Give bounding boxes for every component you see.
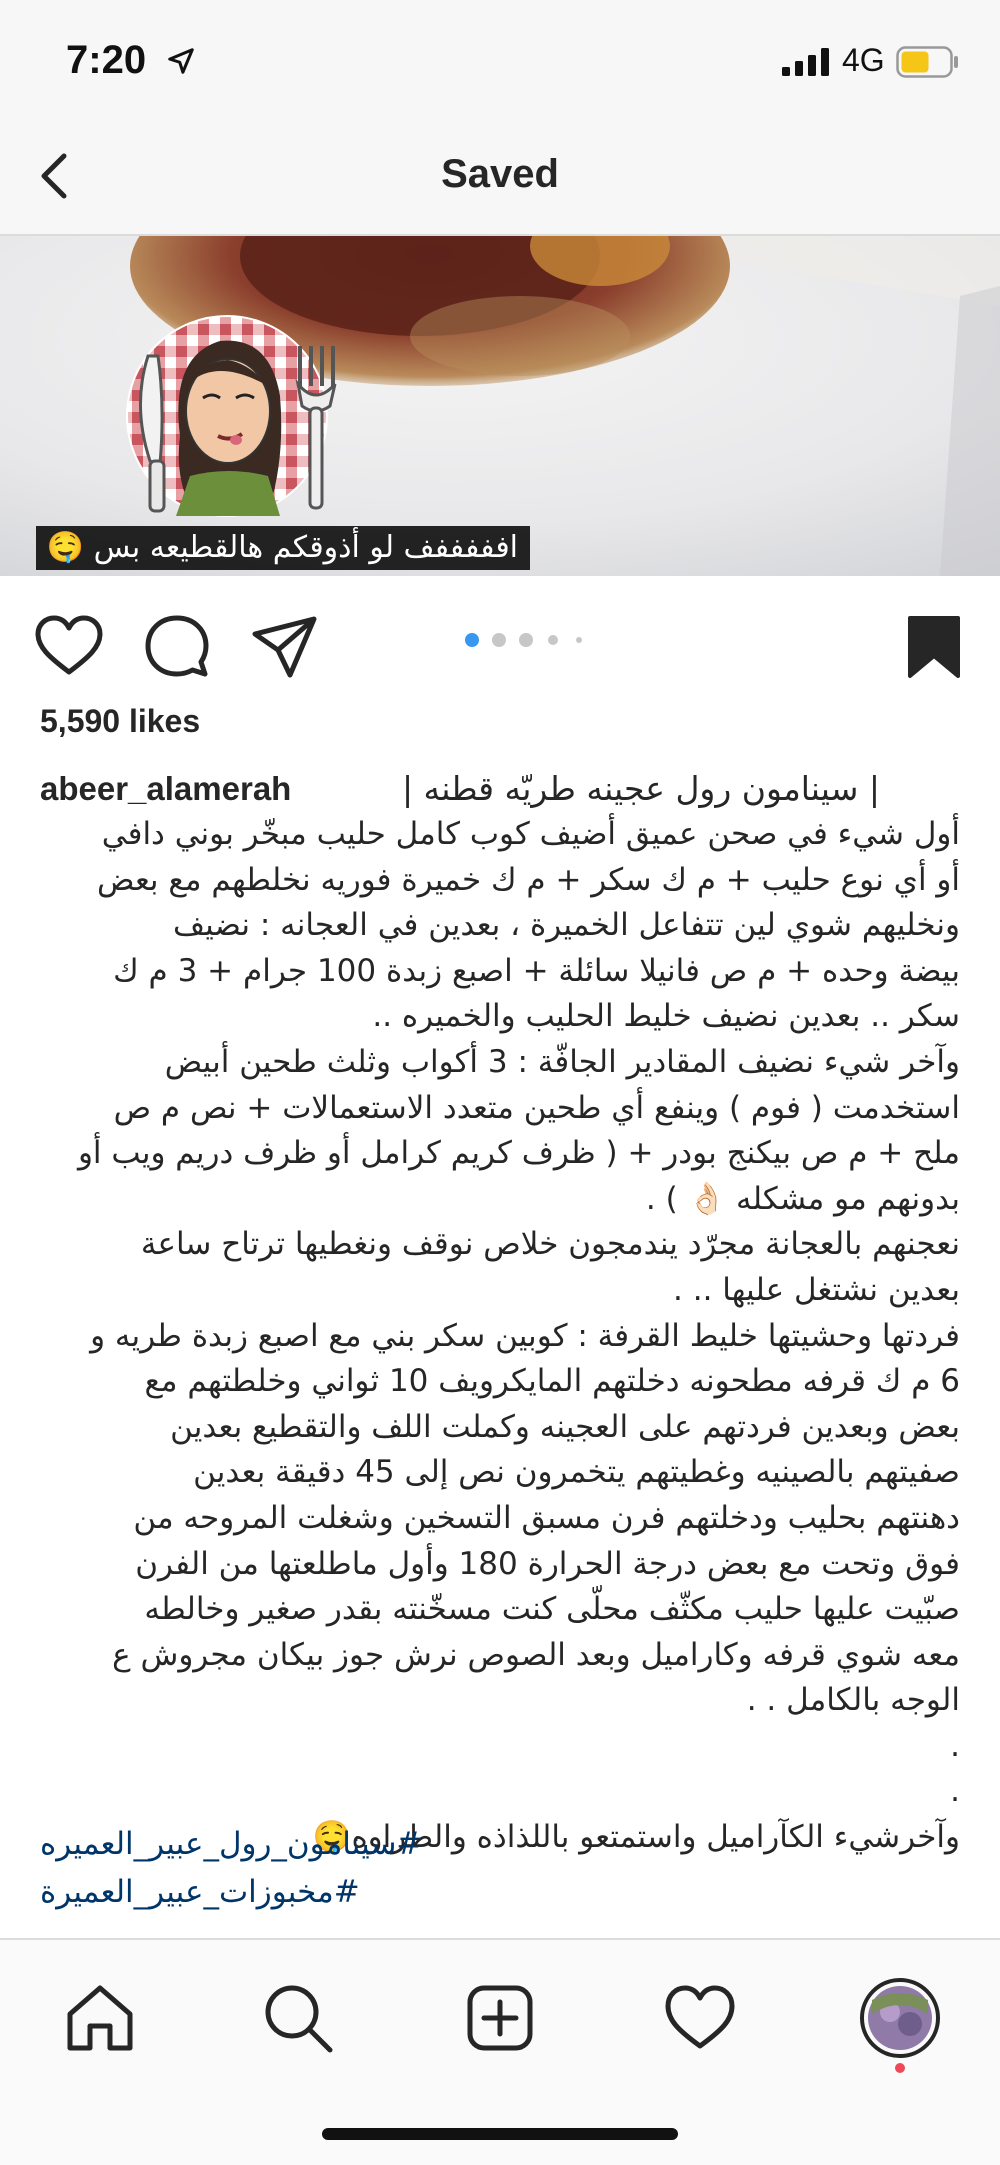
caption-line: وآخرشيء الكآراميل واستمتعو باللذاذه والطراوه🤤 xyxy=(312,1819,960,1856)
caption-line: بعدين نشتغل عليها .. . xyxy=(673,1271,960,1308)
hashtag-link[interactable]: #مخبوزات_عبير_العميرة xyxy=(40,1874,360,1910)
caption-title: | سينامون رول عجينه طريّه قطنه | xyxy=(401,769,880,808)
comment-bubble-icon[interactable] xyxy=(142,612,212,682)
caption-line: دهنتهم بحليب ودخلتهم فرن مسبق التسخين وشغلت المروحه من xyxy=(133,1499,960,1536)
network-type: 4G xyxy=(842,42,885,78)
post-photo[interactable] xyxy=(0,236,1000,576)
caption-line: 6 م ك قرفه مطحونه دخلتهم المايكرويف 10 ثواني وخلطتهم مع xyxy=(144,1363,960,1400)
caption-line: . xyxy=(950,1773,960,1810)
caption-line: أو أي نوع حليب + م ك سكر + م ك خميرة فوريه نخلطهم مع بعض xyxy=(96,861,960,898)
home-icon[interactable] xyxy=(60,1978,140,2058)
caption-line: صفيتهم بالصينيه وغطيتهم يتخمرون نص إلى 45 دقيقة بعدين xyxy=(193,1454,960,1491)
cellular-signal-icon xyxy=(782,48,830,76)
photo-overlay-caption: افففففف لو أذوقكم هالقطيعه بس 🤤 xyxy=(36,526,530,570)
battery-icon xyxy=(896,46,960,78)
activity-heart-icon[interactable] xyxy=(660,1978,740,2058)
new-post-plus-icon[interactable] xyxy=(460,1978,540,2058)
caption-line: معه شوي قرفه وكاراميل وبعد الصوص نرش جوز بيكان مجروش ع xyxy=(112,1636,960,1673)
caption-line: فوق وتحت مع بعض درجة الحرارة 180 وأول ماطلعتها من الفرن xyxy=(135,1545,960,1582)
carousel-indicator xyxy=(462,630,592,650)
caption-line: استخدمت ( فوم ) وينفع أي طحين متعدد الاستعمالات + نص م ص xyxy=(113,1089,960,1126)
status-bar xyxy=(0,0,1000,120)
saved-bookmark-icon[interactable] xyxy=(902,612,966,682)
caption-line: وآخر شيء نضيف المقادير الجافّة : 3 أكواب وثلث طحين أبيض xyxy=(164,1043,960,1080)
like-heart-icon[interactable] xyxy=(34,612,104,682)
caption-line: صبّيت عليها حليب مكثّف محلّى كنت مسخّنته بقدر صغير وخالطه xyxy=(144,1591,960,1628)
navigation-header xyxy=(0,120,1000,236)
search-icon[interactable] xyxy=(258,1978,338,2058)
profile-avatar-icon[interactable] xyxy=(858,1976,942,2076)
caption-line: فردتها وحشيتها خليط القرفة : كوبين سكر بني مع اصبع زبدة طريه و xyxy=(90,1317,960,1354)
caption-line: بيضة وحده + م ص فانيلا سائلة + اصبع زبدة 100 جرام + 3 م ك xyxy=(113,952,960,989)
caption-line: الوجه بالكامل . . xyxy=(746,1682,960,1719)
caption-line: ونخليهم شوي لين تتفاعل الخميرة ، بعدين في العجانه : نضيف xyxy=(173,907,960,944)
caption-body xyxy=(40,812,960,1861)
food-plate-image xyxy=(0,236,1000,576)
home-indicator xyxy=(322,2128,678,2140)
caption-line: بدونهم مو مشكله 👌🏻 ) . xyxy=(645,1180,960,1217)
likes-count[interactable]: 5,590 likes xyxy=(40,703,201,739)
caption-line: ملح + م ص بيكنج بودر + ( ظرف كريم كرامل أو ظرف دريم ويب أو xyxy=(77,1135,960,1172)
share-send-icon[interactable] xyxy=(250,612,320,682)
caption-header xyxy=(40,764,960,814)
location-arrow-icon xyxy=(166,46,196,76)
caption-line: سكر .. بعدين نضيف خليط الحليب والخميره .. xyxy=(372,998,960,1035)
caption-line: . xyxy=(950,1727,960,1764)
status-time: 7:20 xyxy=(66,38,147,82)
caption-line: نعجنهم بالعجانة مجرّد يندمجون خلاص نوقف ونغطيها ترتاح ساعة xyxy=(140,1226,960,1263)
post-username[interactable]: abeer_alamerah xyxy=(40,770,292,807)
caption-line: أول شيء في صحن عميق أضيف كوب كامل حليب مبخّر بوني دافي xyxy=(101,816,960,852)
caption-line: بعض وبعدين فردتهم على العجينه وكملت اللف والتقطيع بعدين xyxy=(170,1408,960,1445)
page-title: Saved xyxy=(441,152,559,196)
hashtag-link[interactable]: #سينامون_رول_عبير_العميره xyxy=(40,1826,423,1862)
